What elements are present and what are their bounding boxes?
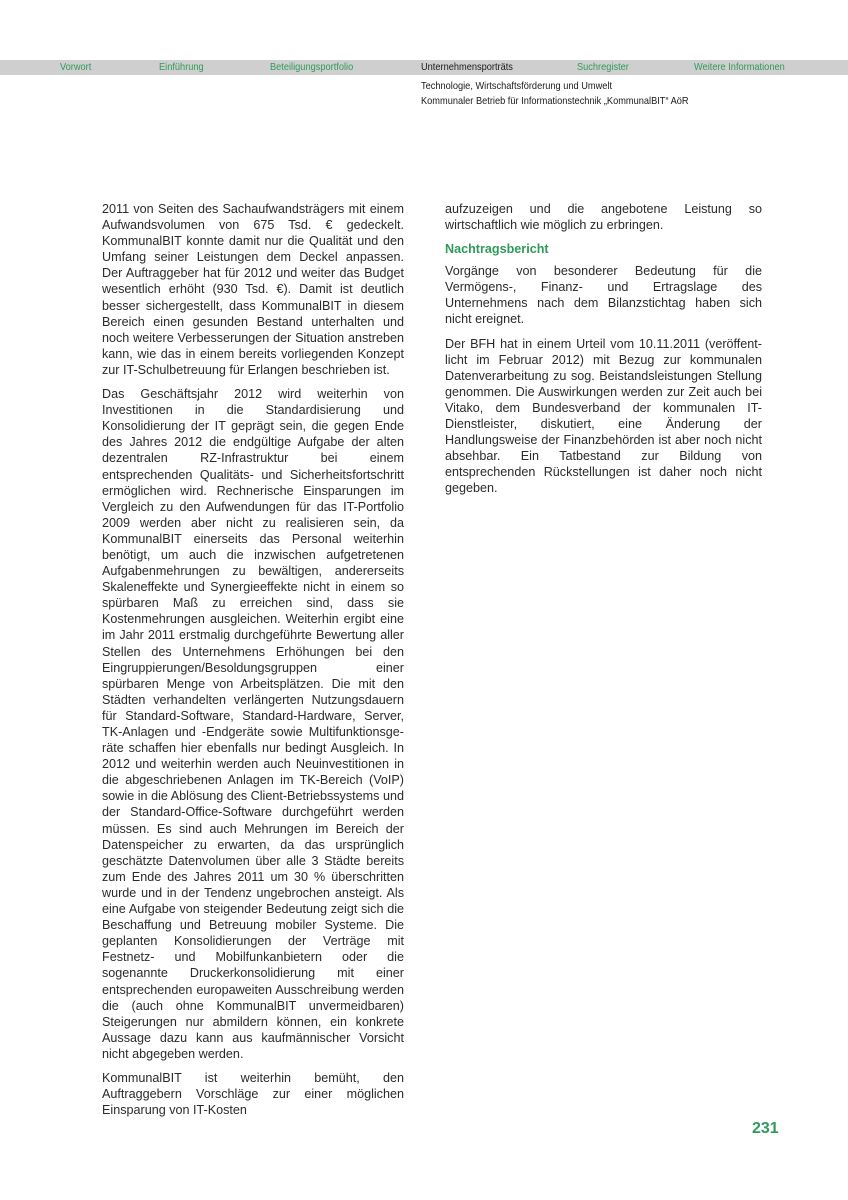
- body-paragraph: Der BFH hat in einem Urteil vom 10.11.2011 (veröffentlicht im Februar 2012) mit Bezug zur kommunalen Datenverarbeitung zu sog. Beistandsleistungen Stellung genommen. Die Auswirkungen werden zur Zeit auch bei Vitako, dem Bundesverband der kommunalen IT-Dienstleister, diskutiert, eine Änderung der Handlungsweise der Finanzbehörden ist aber noch nicht absehbar. Ein Tatbestand zur Bildung von entsprechenden Rückstellungen ist daher noch nicht gegeben.: [445, 336, 762, 496]
- section-heading-nachtragsbericht: Nachtragsbericht: [445, 242, 549, 257]
- nav-item-weitere-informationen[interactable]: Weitere Informationen: [694, 61, 785, 73]
- body-paragraph: KommunalBIT ist weiterhin bemüht, den Auftraggebern Vorschläge zur einer möglichen Einsparung von IT-Kosten: [102, 1070, 404, 1118]
- nav-item-einfuehrung[interactable]: Einführung: [159, 61, 204, 73]
- body-paragraph: aufzuzeigen und die angebotene Leistung so wirtschaftlich wie möglich zu erbringen.: [445, 202, 762, 233]
- nav-item-vorwort[interactable]: Vorwort: [60, 61, 92, 73]
- nav-item-unternehmensportraets[interactable]: Unternehmensporträts: [421, 61, 513, 73]
- company-subtitle: Kommunaler Betrieb für Informationstechnik „KommunalBIT“ AöR: [421, 95, 689, 107]
- body-paragraph: 2011 von Seiten des Sachaufwandsträgers mit einem Aufwandsvolumen von 675 Tsd. € gedeckelt. KommunalBIT konnte damit nur die Qualität und den Umfang seiner Leistungen dem Deckel anpassen. Der Auftraggeber hat für 2012 und weiter das Budget wesentlich erhöht (930 Tsd. €). Damit ist deutlich besser sichergestellt, dass KommunalBIT in diesem Bereich einen gesunden Bestand unterhalten und noch weitere Verbesserungen der Situation anstreben kann, wie das in einem bereits vorliegenden Konzept zur IT-Schulbetreuung für Erlangen beschrieben ist.: [102, 202, 404, 377]
- body-paragraph: Das Geschäftsjahr 2012 wird weiterhin von Investitionen in die Standardisierung und Konsolidierung der IT geprägt sein, die gegen Ende des Jahres 2012 die endgültige Aufgabe der alten dezentralen RZ-Infrastruktur bei einem entsprechenden Qualitäts- und Sicherheitsfortschritt ermöglichen wird. Rechnerische Einsparungen im Vergleich zu den Aufwendungen für das IT-Portfolio 2009 werden aber nicht zu realisieren sein, da KommunalBIT einerseits das Personal weiterhin benötigt, um auch die inzwischen aufgetretenen Aufgabenmehrungen zu bewältigen, andererseits Skaleneffekte und Synergieeffekte nicht in einem so spürbaren Maß zu erreichen sind, dass sie Kostenmehrungen ausgleichen. Weiterhin ergibt eine im Jahr 2011 erstmalig durchgeführte Bewertung aller Stellen des Unternehmens Erhöhungen bei den Eingruppierungen/Besoldungsgruppen einer spürbaren Menge von Arbeitsplätzen. Die mit den Städten verhandelten verlängerten Nutzungsdauern für Standard-Software, Standard-Hardware, Server, TK-Anlagen und -Endgeräte sowie Multifunktionsgeräte schaffen hier ebenfalls nur bedingt Ausgleich. In 2012 und weiterhin werden auch Neuinvestitionen in die abgeschriebenen Anlagen im TK-Bereich (VoIP) sowie in die Ablösung des Client-Betriebssystems und der Standard-Office-Software durchgeführt werden müssen. Es sind auch Mehrungen im Bereich der Datenspeicher zu erwarten, da das ursprünglich geschätzte Datenvolumen über alle 3 Städte bereits zum Ende des Jahres 2011 um 30 % überschritten wurde und in der Tendenz ungebrochen ansteigt. Als eine Aufgabe von steigender Bedeutung zeigt sich die Beschaffung und Betreuung mobiler Systeme. Die geplanten Konsolidierungen der Verträge mit Festnetz- und Mobilfunkanbietern oder die sogenannte Druckerkonsolidierung mit einer entsprechenden europaweiten Ausschreibung werden die (auch ohne KommunalBIT unvermeidbaren) Steigerungen nur abmildern können, ein konkrete Aussage dazu kann aus kaufmännischer Vorsicht nicht abgegeben werden.: [102, 387, 404, 1061]
- nav-item-suchregister[interactable]: Suchregister: [577, 61, 629, 73]
- left-text-column: [102, 201, 404, 1126]
- nav-item-beteiligungsportfolio[interactable]: Beteiligungsportfolio: [270, 61, 354, 73]
- right-text-column: [445, 201, 762, 505]
- section-subtitle: Technologie, Wirtschaftsförderung und Umwelt: [421, 80, 613, 92]
- body-paragraph: Vorgänge von besonderer Bedeutung für die Vermögens-, Finanz- und Ertragslage des Unternehmens nach dem Bilanzstichtag haben sich nicht ereignet.: [445, 264, 762, 327]
- top-navigation-bar: [0, 60, 848, 75]
- page-number: 231: [752, 1120, 779, 1137]
